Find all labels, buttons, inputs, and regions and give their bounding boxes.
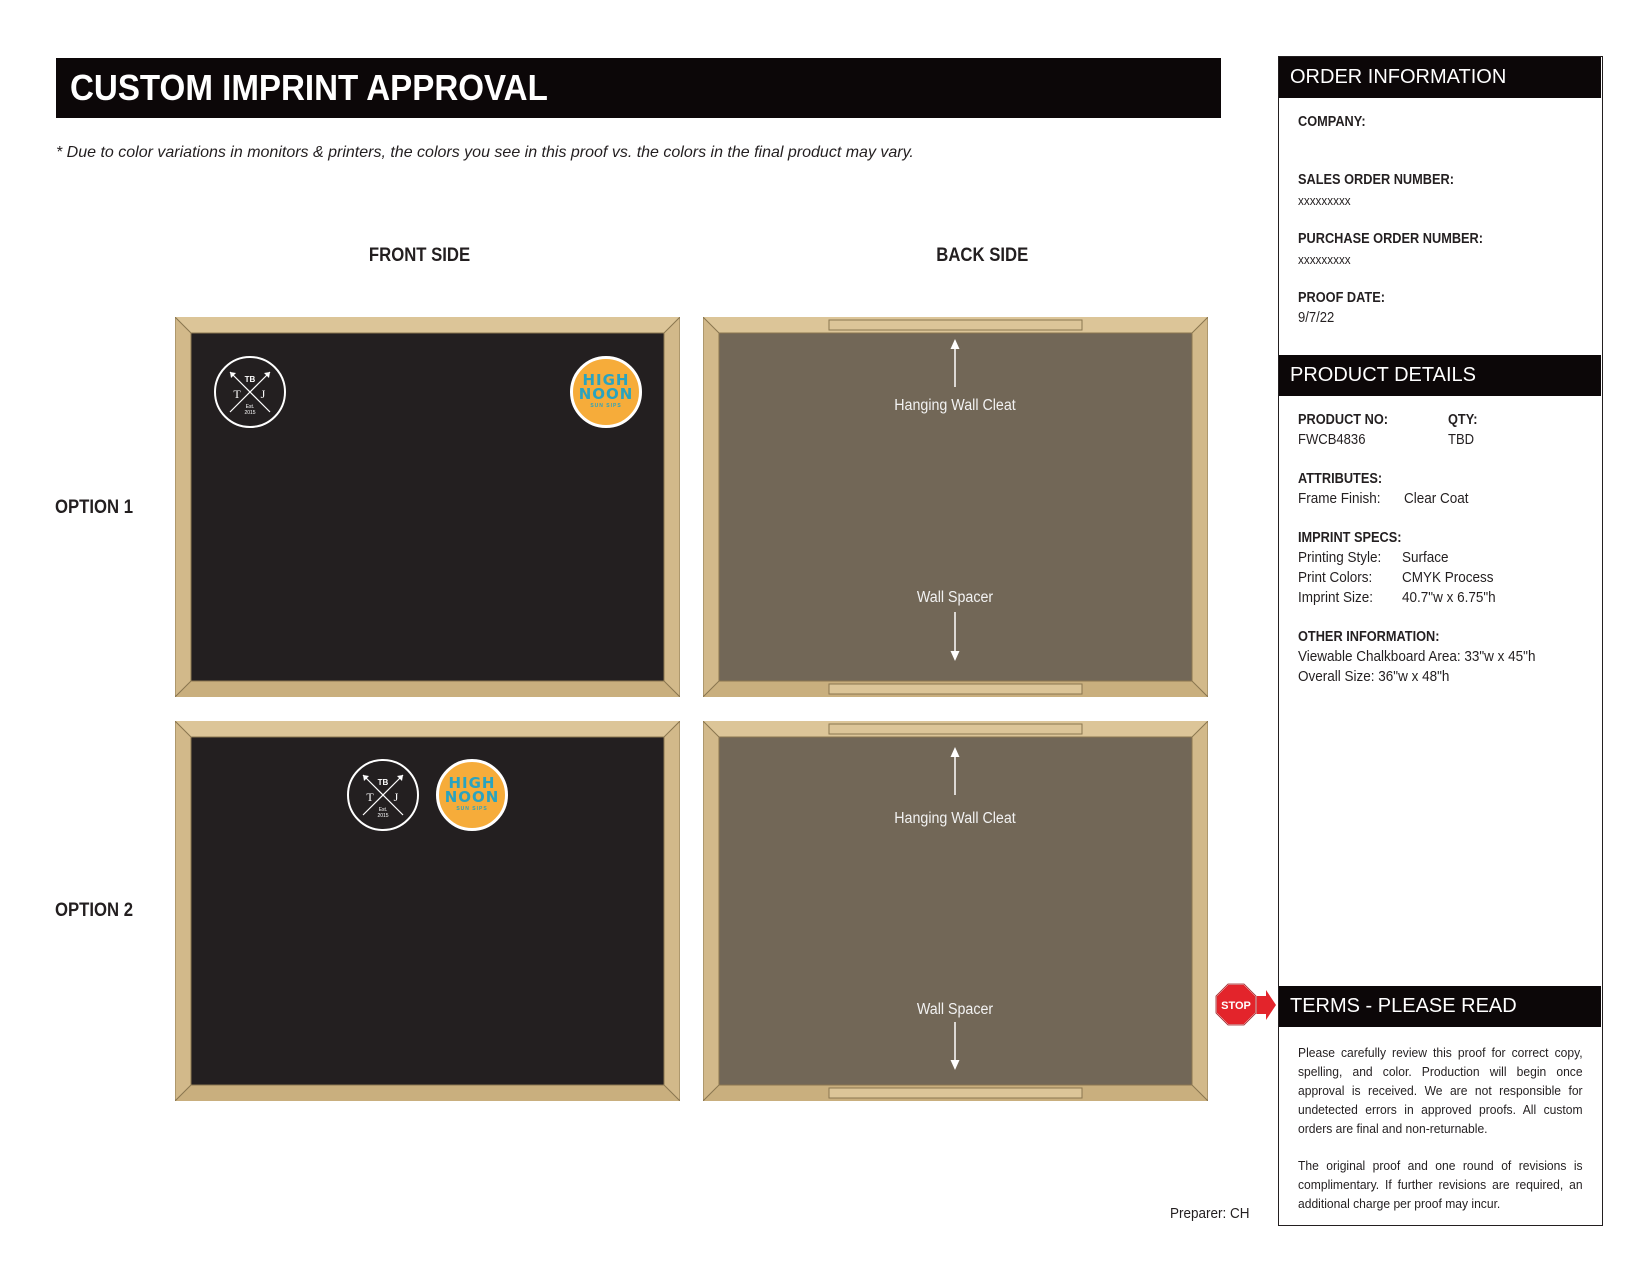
tj-brewing-logo (214, 356, 286, 428)
hanging-wall-cleat (829, 320, 1082, 330)
option-2-front-board (175, 721, 680, 1101)
high-noon-line3: SUN SIPS (456, 806, 488, 812)
tj-logo-est: Est. (378, 807, 388, 813)
stop-sign-label: STOP (1221, 1000, 1251, 1012)
frame-finish-key: Frame Finish: (1298, 490, 1381, 507)
back-side-heading: BACK SIDE (936, 245, 1029, 266)
printing-style-value: Surface (1402, 549, 1449, 566)
purchase-order-label: PURCHASE ORDER NUMBER: (1298, 231, 1484, 247)
product-no-value: FWCB4836 (1298, 432, 1366, 448)
high-noon-line2: NOON (578, 385, 634, 403)
proof-date-label: PROOF DATE: (1298, 290, 1385, 306)
tj-logo-right: J (393, 790, 399, 804)
option-1-label: OPTION 1 (55, 497, 134, 518)
tj-logo-est: Est. (245, 404, 255, 410)
frame-finish-value: Clear Coat (1404, 490, 1469, 507)
wall-spacer (829, 1088, 1082, 1098)
other-information-label: OTHER INFORMATION: (1298, 629, 1440, 645)
viewable-area-text: Viewable Chalkboard Area: 33"w x 45"h (1298, 648, 1536, 665)
high-noon-line1: HIGH (448, 774, 496, 792)
tj-logo-left: T (366, 790, 374, 804)
option-2-back-board (703, 721, 1208, 1101)
front-side-heading: FRONT SIDE (368, 245, 471, 266)
printing-style-key: Printing Style: (1298, 549, 1382, 566)
crossed-arrows-icon (216, 358, 284, 426)
wall-spacer-label: Wall Spacer (916, 589, 994, 606)
wall-spacer-label: Wall Spacer (916, 1001, 994, 1018)
tj-brewing-logo (347, 759, 419, 831)
board-back-frame (703, 721, 1208, 1101)
page-title: CUSTOM IMPRINT APPROVAL (70, 67, 548, 108)
tj-logo-top: TB (377, 778, 389, 787)
qty-value: TBD (1448, 432, 1475, 448)
sales-order-value: xxxxxxxxx (1298, 193, 1351, 208)
purchase-order-value: xxxxxxxxx (1298, 252, 1351, 267)
crossed-arrows-icon (349, 761, 417, 829)
high-noon-logo (570, 356, 642, 428)
option-2-label: OPTION 2 (55, 900, 134, 921)
tj-logo-year: 2015 (377, 813, 389, 819)
attributes-label: ATTRIBUTES: (1298, 471, 1383, 487)
product-details-heading: PRODUCT DETAILS (1279, 355, 1601, 396)
imprint-size-key: Imprint Size: (1298, 589, 1374, 606)
color-disclaimer: * Due to color variations in monitors & printers, the colors you see in this proof vs. the colors in the final product may vary. (56, 144, 914, 161)
info-panel (1278, 56, 1603, 1226)
imprint-specs-label: IMPRINT SPECS: (1298, 530, 1402, 546)
stop-sign-icon (1214, 982, 1276, 1028)
company-label: COMPANY: (1298, 114, 1366, 130)
terms-heading: TERMS - PLEASE READ (1279, 986, 1601, 1027)
high-noon-line2: NOON (444, 788, 500, 806)
order-information-heading: ORDER INFORMATION (1279, 57, 1601, 98)
terms-paragraph-2: The original proof and one round of revisions is complimentary. If further revisions are required, an additional charge per proof may incur. (1298, 1158, 1583, 1211)
option-1-front-board (175, 317, 680, 697)
title-bar (56, 58, 1221, 118)
tj-logo-right: J (260, 387, 266, 401)
print-colors-key: Print Colors: (1298, 569, 1373, 586)
hanging-wall-cleat-label: Hanging Wall Cleat (894, 810, 1016, 827)
stop-sign-icon (1214, 982, 1276, 1028)
qty-label: QTY: (1448, 412, 1478, 428)
board-back-frame (703, 317, 1208, 697)
hanging-wall-cleat-label: Hanging Wall Cleat (894, 397, 1016, 414)
overall-size-text: Overall Size: 36"w x 48"h (1298, 668, 1450, 685)
proof-date-value: 9/7/22 (1298, 310, 1335, 326)
chalkboard-frame (175, 721, 680, 1101)
tj-logo-top: TB (244, 375, 256, 384)
high-noon-line1: HIGH (582, 371, 630, 389)
preparer-label: Preparer: CH (1170, 1205, 1250, 1222)
wall-spacer (829, 684, 1082, 694)
tj-logo-left: T (233, 387, 241, 401)
high-noon-line3: SUN SIPS (590, 403, 622, 409)
print-colors-value: CMYK Process (1402, 569, 1494, 586)
option-1-back-board (703, 317, 1208, 697)
sales-order-label: SALES ORDER NUMBER: (1298, 172, 1454, 188)
terms-paragraph-1: Please carefully review this proof for correct copy, spelling, and color. Production will begin once approval is received. We are not responsible for undetected errors in approved proofs. All custom orders are final and non-returnable. (1298, 1045, 1583, 1136)
product-no-label: PRODUCT NO: (1298, 412, 1389, 428)
hanging-wall-cleat (829, 724, 1082, 734)
imprint-size-value: 40.7"w x 6.75"h (1402, 589, 1496, 606)
chalkboard-surface (191, 737, 664, 1085)
high-noon-logo (436, 759, 508, 831)
tj-logo-year: 2015 (244, 410, 256, 416)
